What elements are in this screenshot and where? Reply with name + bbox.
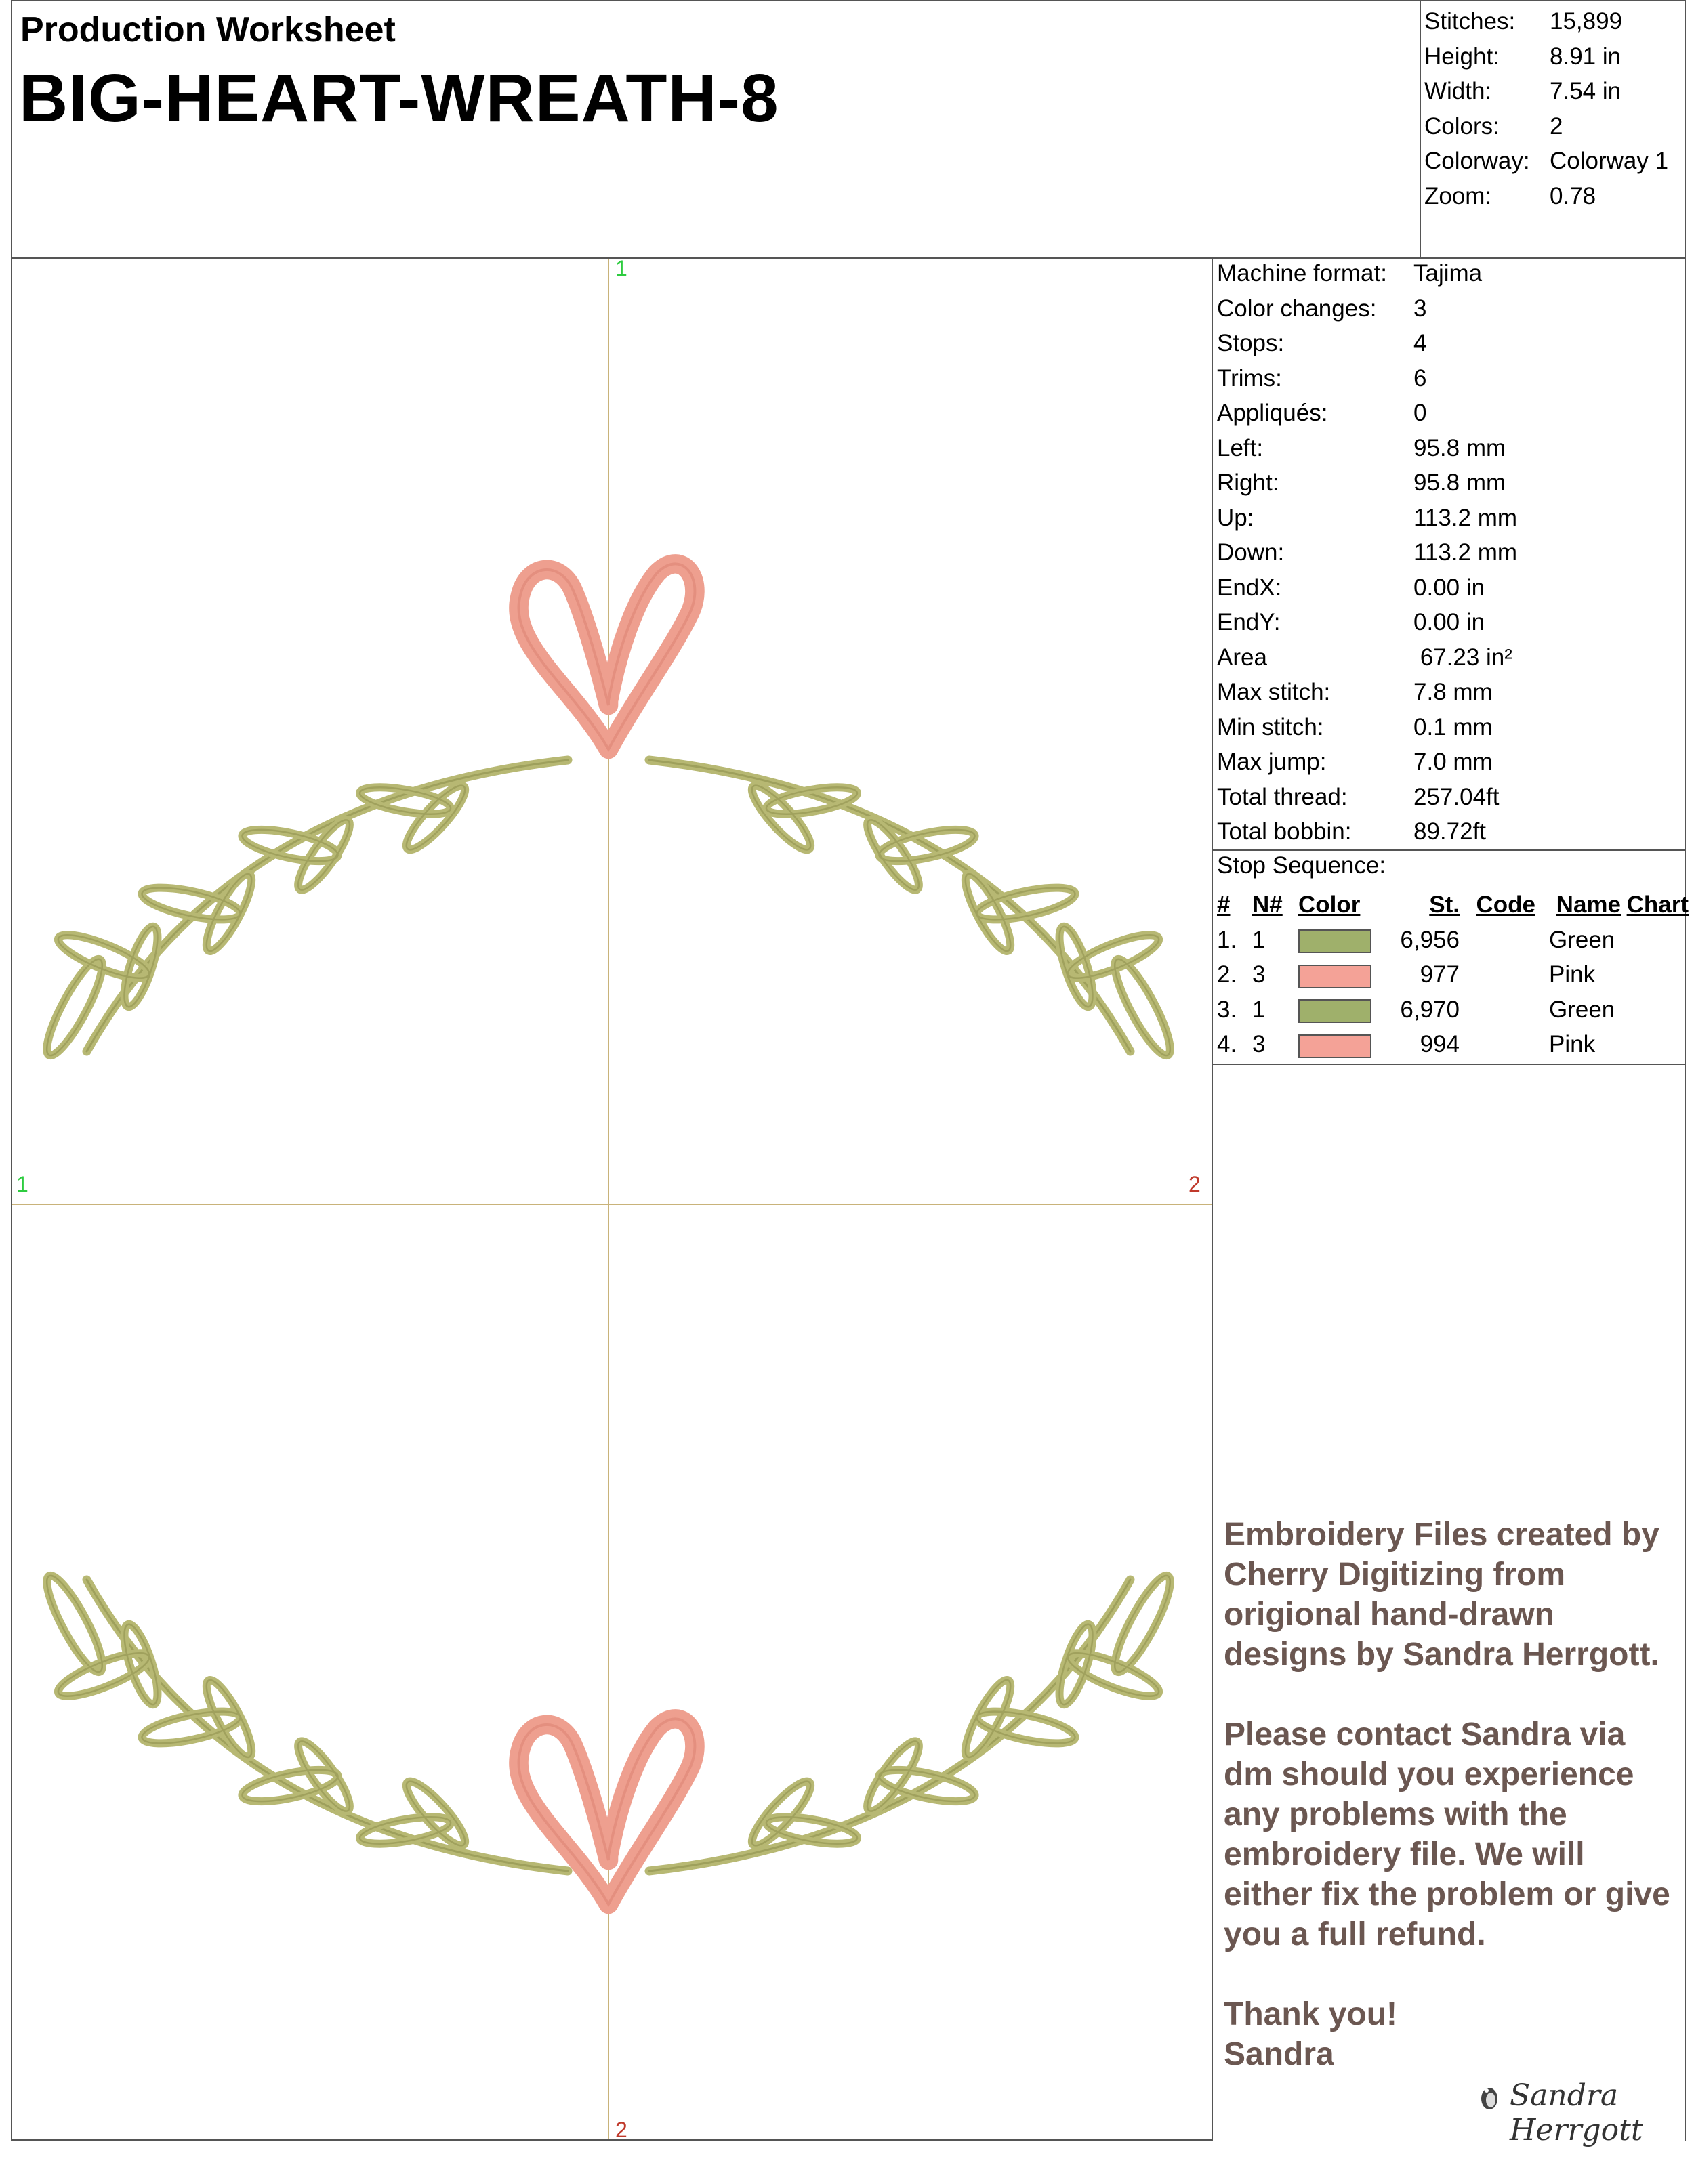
column-header-chart: Chart [1626,891,1689,918]
thread-chart [1621,958,1689,993]
info-label: Trims: [1217,364,1282,392]
info-row-right [1217,465,1517,501]
info-row-max-stitch [1217,675,1517,710]
info-label: Right: [1217,469,1279,496]
color-cell [1298,1028,1380,1063]
marker-bottom: 2 [615,2118,627,2142]
info-value: 257.04ft [1413,783,1500,810]
needle-number: 1 [1252,996,1266,1023]
info-label: Total thread: [1217,783,1348,810]
stat-row-colors [1424,109,1668,144]
color-swatch [1298,1034,1371,1058]
info-row-max-jump [1217,744,1517,780]
color-swatch [1298,929,1371,953]
info-row-trims [1217,361,1517,396]
info-label: Appliqués: [1217,400,1328,426]
info-value: 0.00 in [1413,609,1485,635]
info-row-left [1217,431,1517,466]
info-value: 0.00 in [1413,574,1485,601]
column-header-name: Name [1556,891,1621,918]
color-cell [1298,992,1380,1028]
stat-label: Colorway: [1424,148,1530,174]
table-row [1217,992,1689,1028]
info-label: Max jump: [1217,749,1327,775]
stop-number: 1. [1217,926,1237,953]
stat-row-colorway [1424,144,1668,179]
info-label: Left: [1217,434,1264,461]
stop-number: 4. [1217,1031,1237,1058]
info-row-stops [1217,326,1517,361]
column-header-needle: N# [1252,891,1283,918]
thread-name: Green [1549,996,1615,1023]
info-row-color-changes [1217,291,1517,327]
info-row-endy [1217,605,1517,640]
stat-label: Height: [1424,43,1500,70]
thread-code [1460,958,1535,993]
info-value: 7.0 mm [1413,749,1493,775]
stat-label: Colors: [1424,112,1500,140]
marker-right: 2 [1189,1172,1201,1196]
thread-code [1460,923,1535,958]
info-label: Total bobbin: [1217,818,1352,845]
color-swatch [1298,965,1371,988]
stat-row-zoom [1424,179,1668,214]
stop-sequence-label: Stop Sequence: [1217,852,1386,879]
machine-info-list [1217,256,1517,849]
stat-label: Width: [1424,78,1492,104]
needle-number: 3 [1252,961,1266,988]
stat-value: 2 [1550,112,1563,140]
stop-sequence-table [1217,887,1689,1062]
thread-name: Pink [1549,1031,1596,1058]
column-header-color: Color [1298,891,1361,918]
stitch-count: 6,970 [1400,996,1460,1023]
info-label: Down: [1217,539,1285,566]
info-value: 89.72ft [1413,818,1487,845]
info-label: Area [1217,644,1267,671]
stat-value: 8.91 in [1550,43,1621,70]
info-label: Machine format: [1217,260,1387,287]
info-label: Up: [1217,504,1254,531]
thread-chart [1621,992,1689,1028]
info-value: 3 [1413,295,1427,322]
marker-left: 1 [16,1172,28,1196]
table-row [1217,1028,1689,1063]
stat-value: 15,899 [1550,8,1623,35]
info-value: 95.8 mm [1413,434,1506,461]
info-value: 67.23 in² [1413,644,1512,671]
note-signoff: Sandra [1224,2036,1334,2072]
color-cell [1298,958,1380,993]
info-value: 0 [1413,400,1427,426]
stat-row-width [1424,74,1668,109]
info-label: EndY: [1217,609,1281,635]
needle-number: 1 [1252,926,1266,953]
stat-label: Stitches: [1424,8,1516,35]
stitch-count: 994 [1420,1031,1460,1058]
info-row-endx [1217,570,1517,606]
thread-chart [1621,923,1689,958]
stat-row-height [1424,39,1668,75]
designer-note [1224,1515,1678,2074]
info-value: Tajima [1413,260,1483,287]
info-value: 95.8 mm [1413,469,1506,496]
stats-list [1424,4,1668,213]
info-row-total-thread [1217,780,1517,815]
info-label: Max stitch: [1217,679,1331,705]
note-paragraph: Please contact Sandra via dm should you experience any problems with the embroidery file. We will either fix the problem or give you a full refund. [1224,1717,1670,1952]
needle-number: 3 [1252,1031,1266,1058]
info-row-down [1217,535,1517,570]
info-value: 7.8 mm [1413,679,1493,705]
info-row-appliques [1217,396,1517,431]
bird-logo-icon [1476,2080,1503,2112]
thread-code [1460,992,1535,1028]
table-row [1217,958,1689,993]
stat-label: Zoom: [1424,182,1492,209]
info-value: 6 [1413,364,1427,392]
note-paragraph: Embroidery Files created by Cherry Digitizing from origional hand-drawn designs by Sandra Herrgott. [1224,1517,1659,1673]
designer-signature: Sandra Herrgott [1510,2078,1643,2147]
info-row-machine-format [1217,256,1517,291]
stat-value: 7.54 in [1550,78,1621,104]
design-name: BIG-HEART-WREATH-8 [19,60,779,136]
stitch-count: 977 [1420,961,1460,988]
stitch-count: 6,956 [1400,926,1460,953]
info-row-area [1217,640,1517,675]
table-header-row [1217,887,1689,923]
thread-name: Green [1549,926,1615,953]
info-row-min-stitch [1217,710,1517,745]
info-row-total-bobbin [1217,814,1517,849]
color-cell [1298,923,1380,958]
thread-code [1460,1028,1535,1063]
info-label: Min stitch: [1217,713,1324,740]
table-row [1217,923,1689,958]
info-value: 0.1 mm [1413,713,1493,740]
divider [1213,849,1686,851]
design-preview [12,259,1212,2139]
info-label: Stops: [1217,330,1285,356]
stop-number: 2. [1217,961,1237,988]
stat-row-stitches [1424,4,1668,39]
info-value: 113.2 mm [1413,504,1518,531]
info-label: EndX: [1217,574,1282,601]
info-row-up [1217,501,1517,536]
info-value: 4 [1413,330,1427,356]
stat-value: Colorway 1 [1550,148,1669,174]
thread-name: Pink [1549,961,1596,988]
thread-chart [1621,1028,1689,1063]
worksheet-title: Production Worksheet [20,10,396,49]
info-label: Color changes: [1217,295,1377,322]
info-value: 113.2 mm [1413,539,1518,566]
column-header-code: Code [1476,891,1535,918]
note-thanks: Thank you! [1224,1996,1398,2032]
column-header-stitches: St. [1429,891,1460,918]
column-header-num: # [1217,891,1231,918]
marker-top: 1 [615,256,627,280]
color-swatch [1298,999,1371,1023]
stop-number: 3. [1217,996,1237,1023]
stat-value: 0.78 [1550,182,1596,209]
